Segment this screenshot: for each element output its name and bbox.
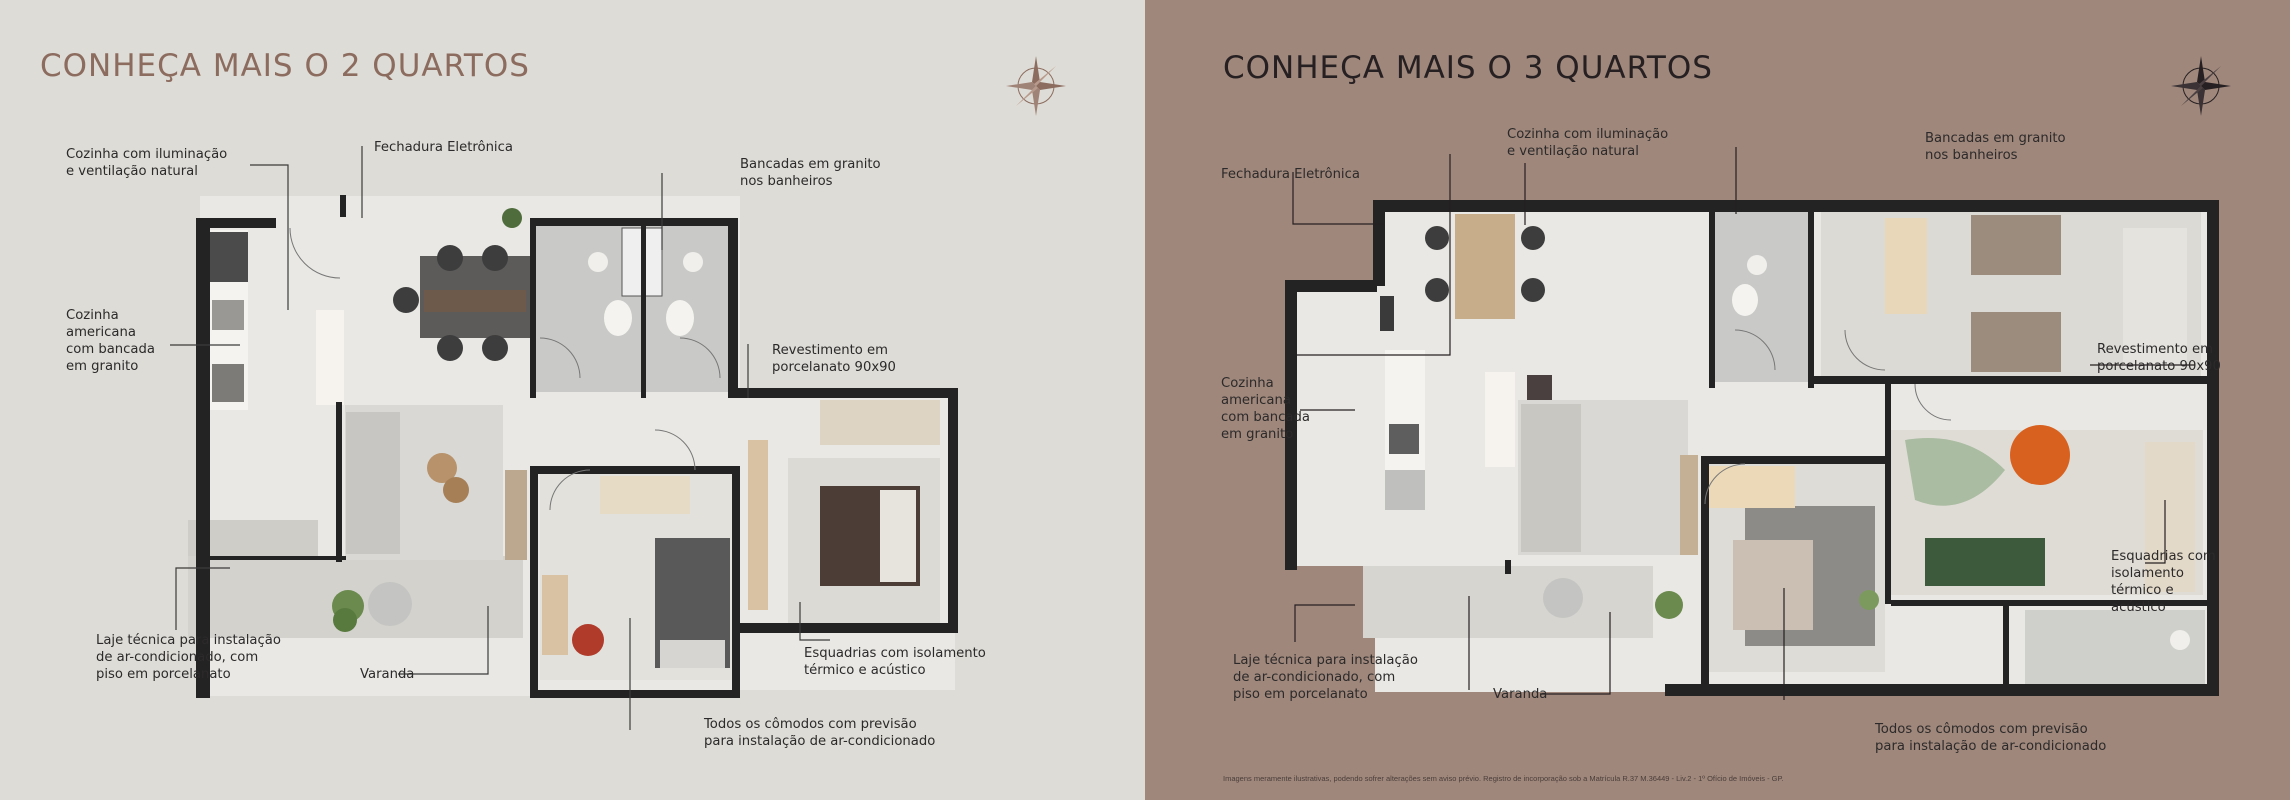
label-varanda: Varanda (360, 667, 415, 682)
label-bancadas-granito: Bancadas em granito nos banheiros (1925, 131, 2066, 163)
label-cozinha-iluminacao: Cozinha com iluminação e ventilação natural (1507, 127, 1669, 159)
label-cozinha-americana: Cozinha americana com bancada em granito (66, 308, 155, 374)
label-laje-tecnica: Laje técnica para instalação de ar-condicionado, com piso em porcelanato (96, 633, 281, 682)
page-title: CONHEÇA MAIS O 3 QUARTOS (1223, 50, 1713, 86)
label-bancadas-granito: Bancadas em granito nos banheiros (740, 157, 881, 189)
label-cozinha-iluminacao: Cozinha com iluminação e ventilação natural (66, 147, 228, 179)
label-revestimento: Revestimento em porcelanato 90x90 (2097, 342, 2221, 374)
label-esquadrias: Esquadrias com isolamento térmico e acústico (2111, 549, 2216, 615)
label-fechadura-eletronica: Fechadura Eletrônica (1221, 167, 1360, 182)
label-todos-comodos: Todos os cômodos com previsão para instalação de ar-condicionado (1875, 722, 2107, 754)
label-esquadrias: Esquadrias com isolamento térmico e acústico (804, 646, 986, 678)
floorplan-3-quartos-panel (1145, 0, 2290, 800)
label-fechadura-eletronica: Fechadura Eletrônica (374, 140, 513, 155)
label-varanda: Varanda (1493, 687, 1548, 702)
label-cozinha-americana: Cozinha americana com bancada em granito (1221, 376, 1310, 442)
page-title: CONHEÇA MAIS O 2 QUARTOS (40, 48, 530, 84)
legal-footnote: Imagens meramente ilustrativas, podendo sofrer alterações sem aviso prévio. Registro de incorporação sob a Matrícula R.37 M.36449 - Liv.2 - 1º Ofício de Imóveis - GP. (1223, 774, 1784, 783)
label-todos-comodos: Todos os cômodos com previsão para instalação de ar-condicionado (704, 717, 936, 749)
label-revestimento: Revestimento em porcelanato 90x90 (772, 343, 896, 375)
label-laje-tecnica: Laje técnica para instalação de ar-condicionado, com piso em porcelanato (1233, 653, 1418, 702)
